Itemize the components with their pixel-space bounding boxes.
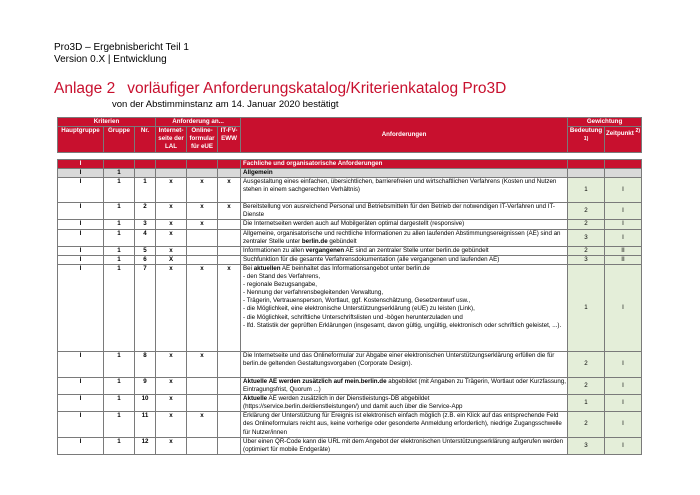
column-header-nr: Nr. — [135, 127, 156, 153]
column-header-gruppe: Gruppe — [104, 127, 135, 153]
cell-anforderung — [241, 220, 568, 229]
table-row — [58, 255, 642, 264]
cell-anforderung — [241, 203, 568, 220]
zeitpunkt-footnote: 2) — [635, 128, 641, 135]
cell-zeitpunkt: I — [605, 264, 642, 351]
cell-internetseite: X — [156, 255, 187, 264]
cell-onlineformular: x — [187, 220, 218, 229]
section-title: Fachliche und organisatorische Anforderungen — [241, 160, 568, 169]
column-header-hauptgruppe: Hauptgruppe — [58, 127, 104, 153]
cell-hauptgruppe: I — [58, 220, 104, 229]
group-title: Allgemein — [241, 169, 568, 178]
column-header-zeitpunkt — [605, 127, 642, 153]
anforderung-text-post: Die Internetseite und das Onlineformular zur Abgabe einer elektronischen Unterstützungserklärung erfüllen die für berlin.de geltenden Gestaltungsvorgaben (Corporate Design). — [243, 351, 557, 368]
cell-gruppe: 1 — [104, 437, 135, 454]
cell-hauptgruppe: I — [58, 178, 104, 203]
cell-itfv — [218, 255, 241, 264]
cell-itfv — [218, 437, 241, 454]
cell-hauptgruppe: I — [58, 264, 104, 351]
cell-bedeutung: 2 — [568, 351, 605, 377]
zeitpunkt-label: Zeitpunkt — [605, 130, 634, 138]
anforderung-text-pre: Allgemeine, organisatorische und rechtliche Informationen zu allen laufenden Abstimmungsereignissen (AE) sind an zentraler Stelle unter — [243, 229, 563, 245]
cell-onlineformular: x — [187, 203, 218, 220]
anforderung-text-post: Bereitstellung von ausreichend Personal und Betriebsmitteln für den Betrieb der notwendigen IT-Verfahren und IT-Dienste — [243, 203, 555, 219]
anforderung-text-post: abgebildet (mit Angaben zu Trägerin, Wortlaut oder Kurzfassung, Eintragungsfrist, Quorum ...) — [243, 377, 568, 394]
bedeutung-label: Bedeutung — [569, 127, 603, 135]
cell-anforderung — [241, 351, 568, 377]
cell-bedeutung: 2 — [568, 246, 605, 255]
cell-onlineformular — [187, 255, 218, 264]
cell-onlineformular: x — [187, 264, 218, 351]
criteria-table — [57, 117, 642, 455]
cell-zeitpunkt: I — [605, 229, 642, 246]
table-row — [58, 203, 642, 220]
anforderung-text-pre: Aktuelle AE werden zusätzlich auf — [243, 377, 345, 385]
cell-onlineformular — [187, 377, 218, 394]
cell-zeitpunkt: II — [605, 255, 642, 264]
table-row — [58, 220, 642, 229]
table-row — [58, 437, 642, 454]
anlage-subtitle: von der Abstimminstanz am 14. Januar 2020 bestätigt — [112, 99, 339, 110]
cell-anforderung — [241, 377, 568, 394]
cell-internetseite: x — [156, 395, 187, 412]
cell-hauptgruppe: I — [58, 412, 104, 437]
cell-itfv — [218, 395, 241, 412]
header-line-2: Version 0.X | Entwicklung — [54, 54, 167, 65]
cell-anforderung — [241, 437, 568, 454]
group-header-kriterien: Kriterien — [58, 118, 156, 127]
cell-internetseite: x — [156, 178, 187, 203]
cell-zeitpunkt: II — [605, 246, 642, 255]
cell-anforderung — [241, 229, 568, 246]
cell-itfv — [218, 351, 241, 377]
cell-nr: 2 — [135, 203, 156, 220]
cell-itfv — [218, 246, 241, 255]
cell-hauptgruppe: I — [58, 437, 104, 454]
cell-nr: 6 — [135, 255, 156, 264]
cell-internetseite: x — [156, 220, 187, 229]
anlage-heading — [54, 80, 506, 98]
anforderung-text-bold: aktuellen — [253, 264, 281, 272]
cell-nr: 9 — [135, 377, 156, 394]
cell-itfv — [218, 229, 241, 246]
cell-zeitpunkt: I — [605, 220, 642, 229]
cell-bedeutung: 1 — [568, 395, 605, 412]
cell-onlineformular — [187, 246, 218, 255]
cell-nr: 1 — [135, 178, 156, 203]
cell-zeitpunkt: I — [605, 412, 642, 437]
cell-anforderung — [241, 246, 568, 255]
cell-bedeutung: 2 — [568, 220, 605, 229]
group-gruppe: 1 — [104, 169, 135, 178]
cell-nr: 11 — [135, 412, 156, 437]
cell-zeitpunkt: I — [605, 395, 642, 412]
cell-gruppe: 1 — [104, 377, 135, 394]
cell-bedeutung: 2 — [568, 203, 605, 220]
cell-bedeutung: 2 — [568, 412, 605, 437]
cell-gruppe: 1 — [104, 351, 135, 377]
cell-bedeutung: 1 — [568, 264, 605, 351]
cell-nr: 3 — [135, 220, 156, 229]
table-row — [58, 229, 642, 246]
cell-gruppe: 1 — [104, 220, 135, 229]
group-hauptgruppe: I — [58, 169, 104, 178]
anforderung-text-post: AE beinhaltet das Informationsangebot unter berlin.de - den Stand des Verfahrens, - regionale Bezugsangabe, - Nennung der verfahrensbegleitenden Verwaltung, - Trägerin, Vertrauensperson, Wortlaut, ggf. Kostenschätzung, Gesetzentwurf usw., - die Möglichkeit, eine elektronische Unterstützungserklärung (eUE) zu leisten (Link), - die Möglichkeit, schriftliche Unterschriftslisten und -bögen herunterzuladen und - lfd. Statistik der geprüften Erklärungen (insgesamt, davon gültig, ungültig, elektronisch oder schriftlich geleistet, ...). — [243, 264, 562, 329]
cell-itfv — [218, 412, 241, 437]
bedeutung-footnote: 1) — [583, 136, 589, 143]
anforderung-text-pre: Bei — [243, 264, 254, 272]
cell-nr: 7 — [135, 264, 156, 351]
table-row — [58, 395, 642, 412]
cell-internetseite: x — [156, 203, 187, 220]
cell-zeitpunkt: I — [605, 437, 642, 454]
cell-hauptgruppe: I — [58, 229, 104, 246]
cell-anforderung — [241, 255, 568, 264]
table-row — [58, 246, 642, 255]
anforderung-text-post: AE sind an zentraler Stelle unter berlin.de gebündelt — [344, 246, 489, 254]
cell-gruppe: 1 — [104, 264, 135, 351]
cell-itfv — [218, 377, 241, 394]
column-header-anforderungen: Anforderungen — [241, 118, 568, 153]
anforderung-text-post: AE werden zusätzlich in der Dienstleistungs-DB abgebildet (https://service.berlin.de/dienstleistungen/) und damit auch über die Service-App — [243, 395, 463, 411]
cell-onlineformular: x — [187, 351, 218, 377]
cell-itfv: x — [218, 264, 241, 351]
column-header-internetseite: Internet-seite der LAL — [156, 127, 187, 153]
cell-nr: 8 — [135, 351, 156, 377]
cell-onlineformular: x — [187, 178, 218, 203]
cell-internetseite: x — [156, 437, 187, 454]
cell-internetseite: x — [156, 264, 187, 351]
cell-gruppe: 1 — [104, 255, 135, 264]
cell-nr: 12 — [135, 437, 156, 454]
cell-gruppe: 1 — [104, 178, 135, 203]
cell-hauptgruppe: I — [58, 203, 104, 220]
cell-nr: 10 — [135, 395, 156, 412]
cell-bedeutung: 3 — [568, 229, 605, 246]
cell-onlineformular: x — [187, 412, 218, 437]
cell-internetseite: x — [156, 351, 187, 377]
cell-bedeutung: 2 — [568, 377, 605, 394]
anforderung-text-bold: mein.berlin.de — [344, 377, 387, 385]
anforderung-text-post: Ausgestaltung eines einfachen, übersichtlichen, barrierefreien und wirtschaftlichen Verfahrens (Kosten und Nutzen stehen in einem sachgerechten Verhältnis) — [243, 178, 559, 194]
cell-nr: 5 — [135, 246, 156, 255]
anforderung-text-pre: Informationen zu allen — [243, 246, 306, 254]
cell-bedeutung: 1 — [568, 178, 605, 203]
cell-itfv: x — [218, 178, 241, 203]
cell-zeitpunkt: I — [605, 351, 642, 377]
column-header-itfv: IT-FV-EWW — [218, 127, 241, 153]
cell-nr: 4 — [135, 229, 156, 246]
table-row — [58, 178, 642, 203]
table-row — [58, 377, 642, 394]
cell-hauptgruppe: I — [58, 351, 104, 377]
table-row — [58, 351, 642, 377]
anforderung-text-bold: vergangenen — [305, 246, 345, 254]
cell-zeitpunkt: I — [605, 203, 642, 220]
anforderung-text-post: gebündelt — [327, 237, 357, 245]
cell-onlineformular — [187, 229, 218, 246]
cell-internetseite: x — [156, 229, 187, 246]
anlage-title: vorläufiger Anforderungskatalog/Kriterienkatalog Pro3D — [127, 80, 507, 97]
table-row — [58, 264, 642, 351]
cell-gruppe: 1 — [104, 246, 135, 255]
header-line-1: Pro3D – Ergebnisbericht Teil 1 — [54, 42, 189, 53]
anforderung-text-post: Suchfunktion für die gesamte Verfahrensdokumentation (alle vergangenen und laufenden AE) — [243, 255, 500, 263]
cell-gruppe: 1 — [104, 395, 135, 412]
cell-itfv: x — [218, 203, 241, 220]
cell-internetseite: x — [156, 412, 187, 437]
cell-anforderung — [241, 264, 568, 351]
group-header-gewichtung: Gewichtung — [568, 118, 642, 127]
table-row — [58, 412, 642, 437]
anforderung-text-post: Die Internetseiten werden auch auf Mobilgeräten optimal dargestellt (responsive) — [243, 220, 465, 228]
cell-hauptgruppe: I — [58, 377, 104, 394]
cell-hauptgruppe: I — [58, 255, 104, 264]
cell-gruppe: 1 — [104, 203, 135, 220]
cell-gruppe: 1 — [104, 229, 135, 246]
cell-zeitpunkt: I — [605, 377, 642, 394]
anforderung-text-bold: berlin.de — [301, 237, 328, 245]
cell-hauptgruppe: I — [58, 395, 104, 412]
cell-anforderung — [241, 395, 568, 412]
cell-zeitpunkt: I — [605, 178, 642, 203]
cell-gruppe: 1 — [104, 412, 135, 437]
cell-hauptgruppe: I — [58, 246, 104, 255]
anforderung-text-pre: Aktuelle — [243, 395, 268, 403]
cell-onlineformular — [187, 395, 218, 412]
cell-anforderung — [241, 178, 568, 203]
cell-onlineformular — [187, 437, 218, 454]
column-header-onlineformular: Online-formular für eUE — [187, 127, 218, 153]
cell-anforderung — [241, 412, 568, 437]
cell-bedeutung: 3 — [568, 437, 605, 454]
anforderung-text-post: Über einen QR-Code kann die URL mit dem Angebot der elektronischen Unterstützungserklärung aufgerufen werden (optimiert für mobile Endgeräte) — [243, 437, 565, 453]
cell-bedeutung: 3 — [568, 255, 605, 264]
cell-itfv — [218, 220, 241, 229]
column-header-bedeutung — [568, 127, 605, 153]
cell-internetseite: x — [156, 246, 187, 255]
cell-internetseite: x — [156, 377, 187, 394]
anforderung-text-post: Erklärung der Unterstützung für Ereignis ist elektronisch einfach möglich (z.B. ein Klick auf das entsprechende Feld des Onlineformulars reicht aus, keine vorherige oder gesonderte Anmeldung erforderlich), niedrige Zugangsschwelle für Nutzer/innen — [243, 412, 564, 436]
section-hauptgruppe: I — [58, 160, 104, 169]
group-header-anforderung-an: Anforderung an... — [156, 118, 241, 127]
anlage-number: Anlage 2 — [54, 80, 116, 97]
